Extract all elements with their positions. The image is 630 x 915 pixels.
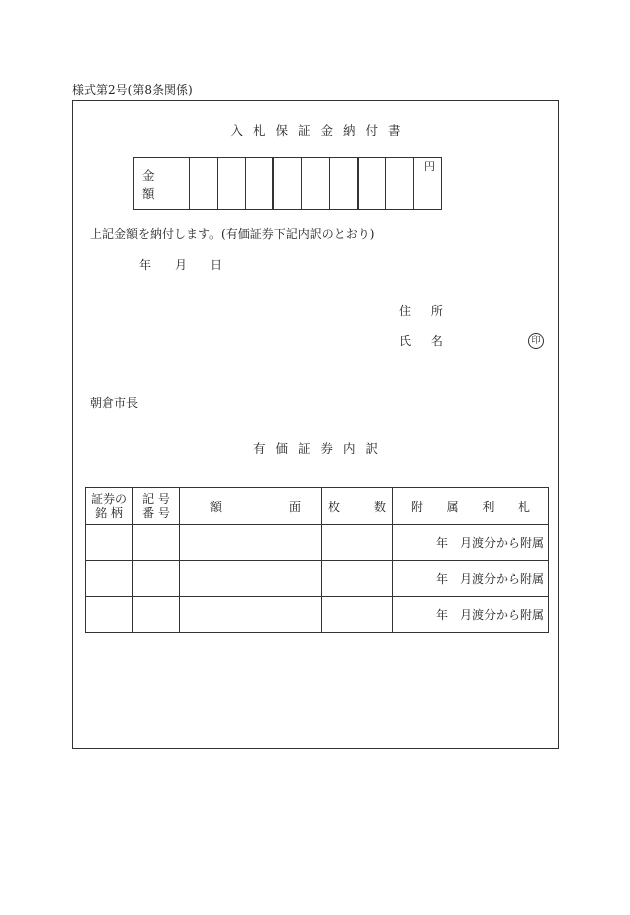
cell-attach-year: 年 [435, 608, 448, 622]
breakdown-title [73, 441, 558, 457]
name-label: 氏 名 [399, 334, 451, 348]
header-attached-coupons [393, 488, 549, 525]
payment-statement: 上記金額を納付します。(有価証券下記内訳のとおり) [90, 227, 375, 241]
header-issue-line2: 銘 柄 [95, 506, 123, 520]
breakdown-title-text: 有価証券内訳 [252, 441, 388, 456]
header-issue-line1: 証券の [90, 492, 127, 506]
date-day: 日 [210, 258, 223, 272]
cell-attached-coupons[interactable] [393, 561, 549, 597]
header-attach-char: 札 [517, 499, 530, 514]
cell-attach-rest: 月渡分から附属 [459, 572, 544, 586]
header-face-b: 面 [288, 499, 301, 514]
header-issue [86, 488, 133, 525]
amount-digit-cell[interactable] [330, 158, 359, 209]
document-title-text: 入札保証金納付書 [230, 123, 411, 138]
cell-count[interactable] [322, 525, 393, 561]
amount-digit-cell[interactable] [246, 158, 275, 209]
header-count-a: 枚 [328, 499, 341, 514]
securities-table [85, 487, 549, 633]
amount-digit-cell[interactable] [386, 158, 414, 209]
amount-digit-cell-yen[interactable] [414, 158, 441, 209]
cell-attached-coupons[interactable] [393, 597, 549, 633]
header-face-a: 額 [210, 499, 223, 514]
form-frame [72, 100, 559, 749]
header-number [133, 488, 180, 525]
cell-face-value[interactable] [180, 525, 322, 561]
yen-unit: 円 [424, 160, 436, 173]
cell-attached-coupons[interactable] [393, 525, 549, 561]
table-row [86, 597, 549, 633]
amount-digit-cell[interactable] [274, 158, 302, 209]
date-month: 月 [175, 258, 188, 272]
amount-digit-cell[interactable] [190, 158, 218, 209]
header-face-value [180, 488, 322, 525]
cell-issue[interactable] [86, 597, 133, 633]
cell-issue[interactable] [86, 561, 133, 597]
cell-face-value[interactable] [180, 561, 322, 597]
cell-attach-rest: 月渡分から附属 [459, 536, 544, 550]
cell-number[interactable] [133, 597, 180, 633]
cell-number[interactable] [133, 561, 180, 597]
amount-label: 金 額 [134, 158, 190, 209]
cell-number[interactable] [133, 525, 180, 561]
amount-digit-cell[interactable] [302, 158, 330, 209]
document-title [73, 123, 558, 139]
address-label: 住 所 [399, 304, 451, 318]
addressee: 朝倉市長 [90, 396, 139, 410]
table-row [86, 525, 549, 561]
cell-attach-year: 年 [435, 572, 448, 586]
header-attach-char: 属 [446, 499, 459, 514]
cell-count[interactable] [322, 561, 393, 597]
date-year: 年 [139, 258, 152, 272]
header-number-line1: 記 号 [142, 492, 170, 506]
form-number-label: 様式第2号(第8条関係) [72, 83, 193, 97]
seal-mark: 印 [528, 333, 544, 349]
table-row [86, 561, 549, 597]
amount-digit-cell[interactable] [359, 158, 387, 209]
header-number-line2: 番 号 [142, 506, 170, 520]
cell-issue[interactable] [86, 525, 133, 561]
cell-attach-rest: 月渡分から附属 [459, 608, 544, 622]
header-attach-char: 利 [482, 499, 495, 514]
header-attach-char: 附 [411, 499, 424, 514]
cell-attach-year: 年 [435, 536, 448, 550]
amount-digit-cell[interactable] [218, 158, 246, 209]
cell-face-value[interactable] [180, 597, 322, 633]
header-count-b: 数 [373, 499, 386, 514]
header-count [322, 488, 393, 525]
table-header-row [86, 488, 549, 525]
cell-count[interactable] [322, 597, 393, 633]
amount-grid [133, 157, 442, 210]
